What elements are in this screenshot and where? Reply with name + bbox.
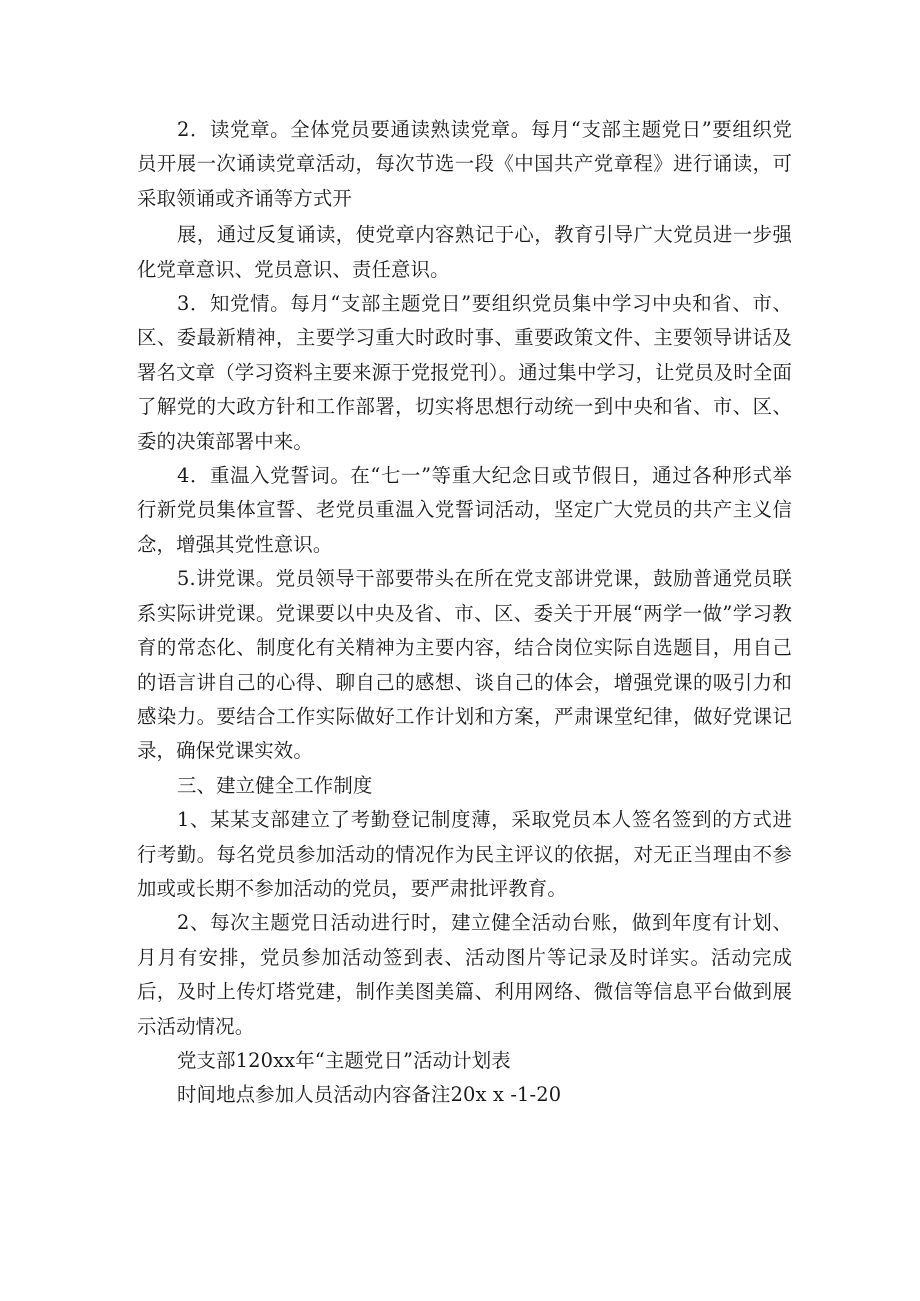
plan-table-title: 党支部120xx年“主题党日”活动计划表 <box>177 1048 511 1072</box>
paragraph-party-lecture: 5.讲党课。党员领导干部要带头在所在党支部讲党课，鼓励普通党员联系实际讲党课。党课要以中央及省、市、区、委关于开展“两学一做”学习教育的常态化、制度化有关精神为主要内容，结合岗位实际自选题目，用自己的语言讲自己的心得、聊自己的感想、谈自己的体会，增强党课的吸引力和感染力。要结合工作实际做好工作计划和方案，严肃课堂纪律，做好党课记录，确保党课实效。 <box>137 567 792 763</box>
paragraph-attendance-system: 1、某某支部建立了考勤登记制度薄，采取党员本人签名签到的方式进行考勤。每名党员参加活动的情况作为民主评议的依据，对无正当理由不参加或或长期不参加活动的党员，要严肃批评教育。 <box>137 808 792 900</box>
paragraph-read-party-constitution: 2．读党章。全体党员要通读熟读党章。每月“支部主题党日”要组织党员开展一次诵读党章活动，每次节选一段《中国共产党章程》进行诵读，可采取领诵或齐诵等方式开 <box>137 118 792 210</box>
paragraph-activity-records: 2、每次主题党日活动进行时，建立健全活动台账，做到年度有计划、月月有安排，党员参加活动签到表、活动图片等记录及时详实。活动完成后，及时上传灯塔党建，制作美图美篇、利用网络、微信等信息平台做到展示活动情况。 <box>137 911 792 1038</box>
plan-table-header-row: 时间地点参加人员活动内容备注20x x -1-20 <box>177 1083 562 1107</box>
document-body <box>137 113 792 1113</box>
paragraph-know-party-affairs: 3．知党情。每月“支部主题党日”要组织党员集中学习中央和省、市、区、委最新精神，主要学习重大时政时事、重要政策文件、主要领导讲话及署名文章（学习资料主要来源于党报党刊）。通过集中学习，让党员及时全面了解党的大政方针和工作部署，切实将思想行动统一到中央和省、市、区、委的决策部署中来。 <box>137 292 792 453</box>
paragraph-read-party-constitution-continued: 展，通过反复诵读，使党章内容熟记于心，教育引导广大党员进一步强化党章意识、党员意识、责任意识。 <box>137 223 792 281</box>
paragraph-renew-oath: 4．重温入党誓词。在“七一”等重大纪念日或节假日，通过各种形式举行新党员集体宣誓、老党员重温入党誓词活动，坚定广大党员的共产主义信念，增强其党性意识。 <box>137 464 792 556</box>
section-heading-work-system: 三、建立健全工作制度 <box>177 773 373 797</box>
